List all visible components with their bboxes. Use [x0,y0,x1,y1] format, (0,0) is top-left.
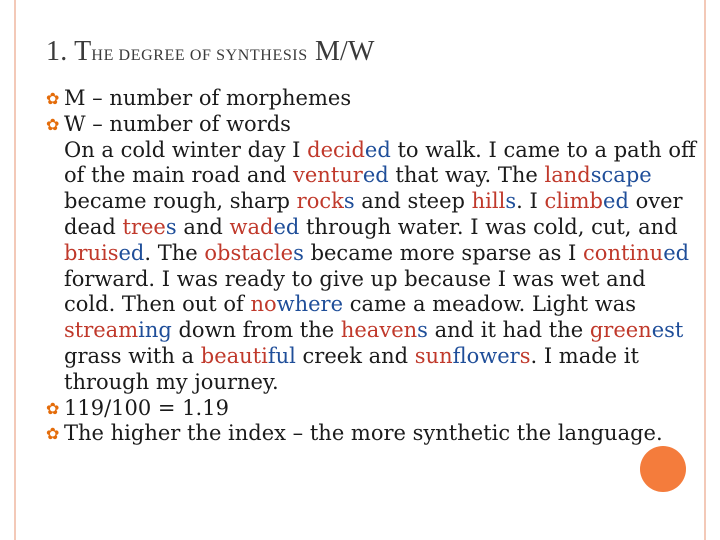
bullet-ratio: ✿ 119/100 = 1.19 [46,395,229,420]
paragraph-text: came a meadow. Light was [343,292,636,317]
morpheme-affix: est [651,318,684,343]
morpheme-affix: s [505,189,517,214]
morpheme-root: land [544,163,591,188]
morpheme-affix: ing [138,318,172,343]
morpheme-root: wad [229,214,274,239]
paragraph-text: became rough, sharp [64,189,297,214]
morpheme-affix: where [276,292,344,317]
left-frame-line [14,0,16,540]
morpheme-root: sun [414,343,453,368]
paragraph-text: and [176,214,230,239]
bullet-words: ✿ W – number of words [46,111,291,136]
paragraph-text: that way. The [388,163,545,188]
morpheme-root: climb [544,189,604,214]
morpheme-affix: s [417,318,428,343]
paragraph-text: over dead [64,189,683,239]
morpheme-root: no [250,292,277,317]
morpheme-affix: ed [273,214,300,239]
morpheme-root: ventur [293,163,363,188]
morpheme-affix: scape [590,163,652,188]
paragraph-text: . The [144,240,205,265]
morpheme-affix: s [293,240,304,265]
paragraph-text: creek and [295,343,415,368]
paragraph-text: and it had the [427,318,590,343]
morpheme-root: obstacle [204,240,294,265]
paragraph-text: . I [516,189,545,214]
paragraph-text: through water. I was cold, cut, and [299,214,678,239]
morpheme-affix: s [165,214,177,239]
paragraph-text: . I made it through my journey. [64,343,639,394]
flower-bullet-icon: ✿ [46,114,60,134]
paragraph-text: down from the [171,318,341,343]
morpheme-root: bruis [64,240,119,265]
morpheme-root: green [589,318,652,343]
morpheme-root: decid [307,137,365,162]
bullet-conclusion: ✿ The higher the index – the more synthetic the language. [46,421,663,446]
flower-bullet-icon: ✿ [46,398,60,418]
morpheme-root: hill [471,189,506,214]
paragraph-text: became more sparse as I [303,240,584,265]
paragraph-text: On a cold winter day I [64,137,308,162]
paragraph-text: grass with a [64,343,201,368]
morpheme-root: tree [122,214,166,239]
morpheme-root: s [519,343,531,368]
morpheme-affix: ed [663,240,690,265]
morpheme-affix: ed [603,189,629,214]
slide-title: 1. THE DEGREE OF SYNTHESIS M/W [46,36,375,67]
paragraph-text: forward. I was ready to give up because I was wet and cold. Then out of [64,266,646,317]
morpheme-affix: flower [452,343,520,368]
right-frame-line [704,0,706,540]
flower-bullet-icon: ✿ [46,89,60,108]
morpheme-affix: ed [118,240,145,265]
flower-bullet-icon: ✿ [46,424,60,444]
paragraph-text: to walk. I came to a path off of the main road and [64,137,696,188]
slide-body [46,86,696,447]
bullet-morphemes: ✿ M – number of morphemes [46,86,352,110]
morpheme-affix: ed [362,163,389,188]
morpheme-affix: ed [364,137,391,162]
morpheme-root: continu [583,240,664,265]
morpheme-affix: ful [267,343,296,368]
morpheme-affix: s [343,189,355,214]
morpheme-root: rock [296,189,344,214]
morpheme-root: beauti [200,343,268,368]
morpheme-root: heaven [340,318,418,343]
morpheme-root: stream [64,318,139,343]
decorative-orange-circle [640,446,686,492]
example-paragraph [46,138,696,396]
paragraph-text: and steep [354,189,472,214]
